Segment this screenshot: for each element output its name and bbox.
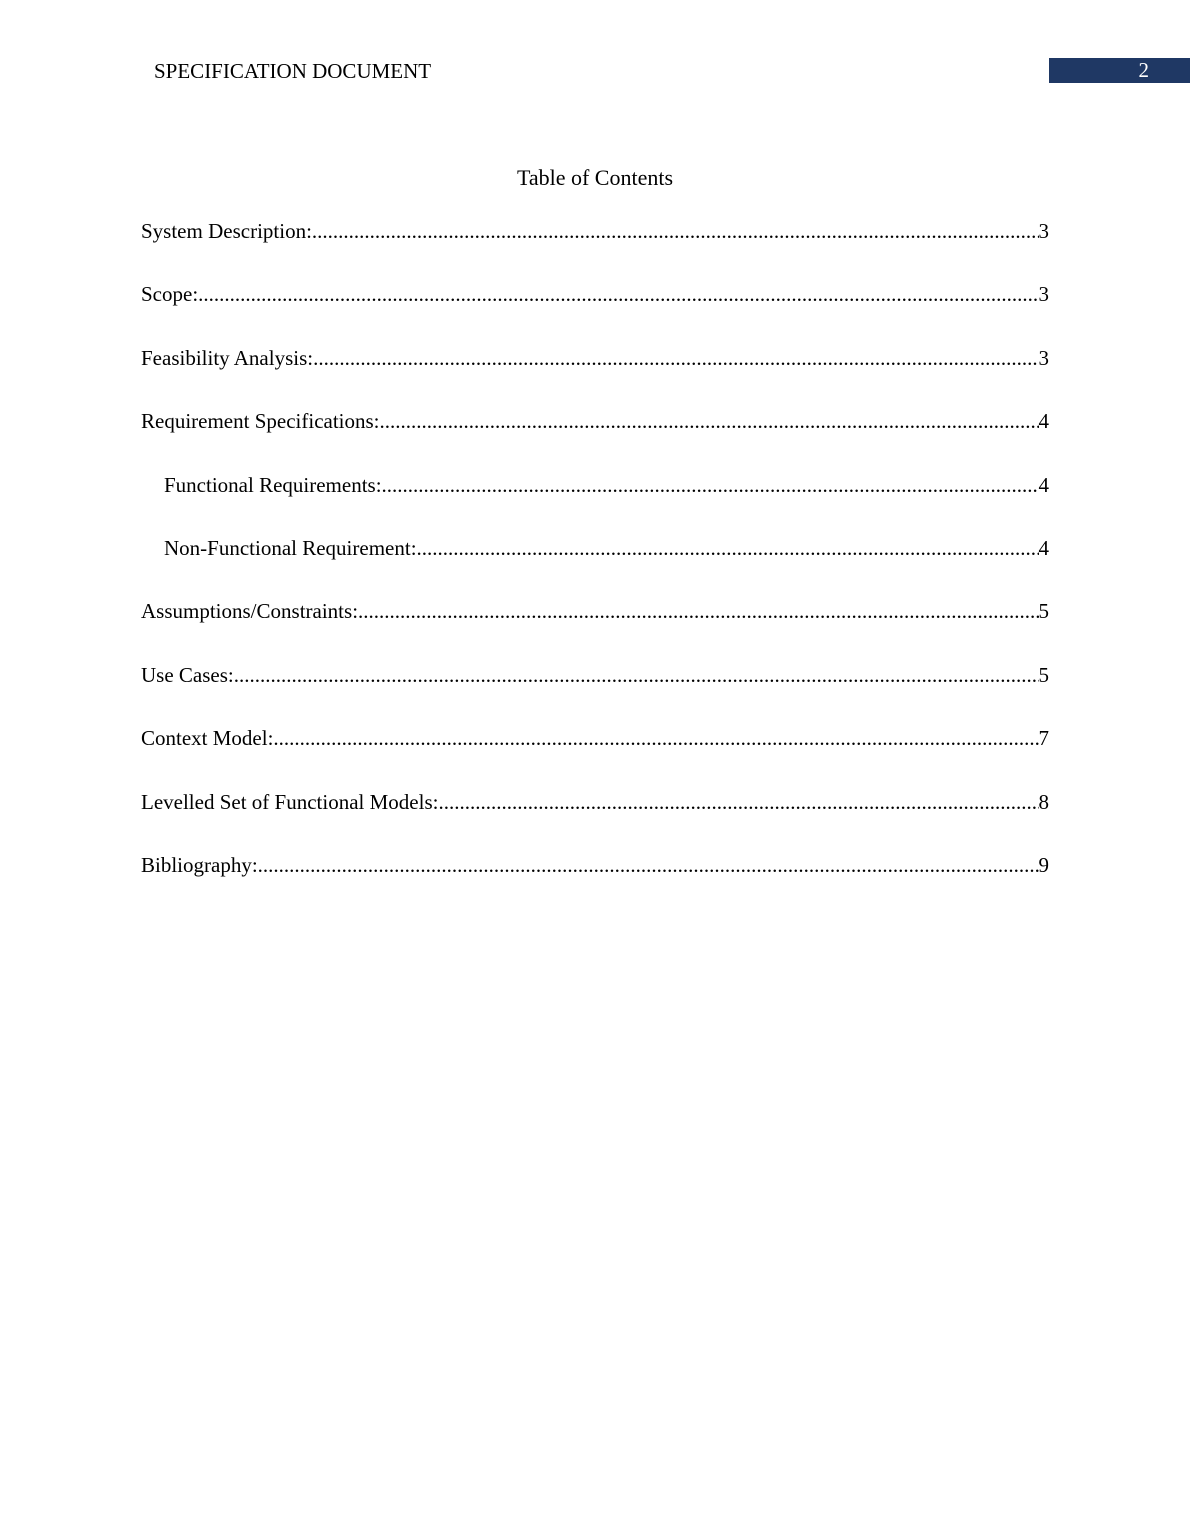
toc-entry-levelled-set-of-functional-models[interactable] xyxy=(141,788,1049,851)
header-title: SPECIFICATION DOCUMENT xyxy=(154,59,432,83)
toc-entry-context-model[interactable] xyxy=(141,724,1049,787)
toc-entry-page: 5 xyxy=(1038,662,1049,687)
page-number: 2 xyxy=(1138,58,1149,82)
toc-entry-label: System Description: xyxy=(141,219,312,243)
toc-entry-feasibility-analysis[interactable] xyxy=(141,344,1049,407)
toc-entry-page: 3 xyxy=(1038,282,1049,307)
toc-entry-page: 4 xyxy=(1038,535,1049,560)
toc-entry-label: Non-Functional Requirement: xyxy=(164,535,417,560)
toc-entry-page: 3 xyxy=(1038,345,1049,370)
toc-entry-label: Levelled Set of Functional Models: xyxy=(141,789,439,814)
toc-entry-system-description[interactable] xyxy=(141,217,1049,280)
toc-heading: Table of Contents xyxy=(516,165,674,190)
toc-entry-label: Feasibility Analysis: xyxy=(141,345,314,370)
page-number-box xyxy=(1049,58,1190,83)
toc-leader-dots xyxy=(382,471,1039,499)
toc-entry-page: 7 xyxy=(1038,726,1049,751)
toc-entry-label: Scope: xyxy=(141,282,199,307)
toc-entry-label: Context Model: xyxy=(141,726,274,751)
toc-entry-page: 8 xyxy=(1038,789,1049,814)
toc-entry-label: Requirement Specifications: xyxy=(141,409,380,434)
toc-entry-page: 5 xyxy=(1038,599,1049,624)
toc-entry-page: 4 xyxy=(1038,409,1049,434)
toc-leader-dots xyxy=(380,407,1039,435)
toc-entry-assumptions-constraints[interactable] xyxy=(141,597,1049,660)
toc-leader-dots xyxy=(258,851,1039,879)
toc-entry-label: Assumptions/Constraints: xyxy=(141,599,359,624)
toc-entry-functional-requirements[interactable] xyxy=(141,471,1049,534)
toc-entry-non-functional-requirement[interactable] xyxy=(141,534,1049,597)
toc-leader-dots xyxy=(198,280,1038,308)
toc-entry-scope[interactable] xyxy=(141,280,1049,343)
toc-leader-dots xyxy=(273,724,1038,752)
toc-entry-label: Use Cases: xyxy=(141,662,234,687)
toc-leader-dots xyxy=(313,344,1038,372)
toc-entry-requirement-specifications[interactable] xyxy=(141,407,1049,470)
toc-leader-dots xyxy=(234,661,1039,689)
toc-entry-label: Functional Requirements: xyxy=(164,472,382,497)
toc-entry-page: 4 xyxy=(1038,472,1049,497)
toc-entry-label: Bibliography: xyxy=(141,852,258,877)
toc-leader-dots xyxy=(358,597,1038,625)
toc-leader-dots xyxy=(312,217,1039,245)
toc-entry-page: 9 xyxy=(1038,852,1049,877)
toc-list xyxy=(141,217,1049,914)
toc-entry-use-cases[interactable] xyxy=(141,661,1049,724)
toc-leader-dots xyxy=(417,534,1039,562)
toc-entry-page: 3 xyxy=(1038,219,1049,243)
toc-entry-bibliography[interactable] xyxy=(141,851,1049,914)
toc-leader-dots xyxy=(438,788,1038,816)
